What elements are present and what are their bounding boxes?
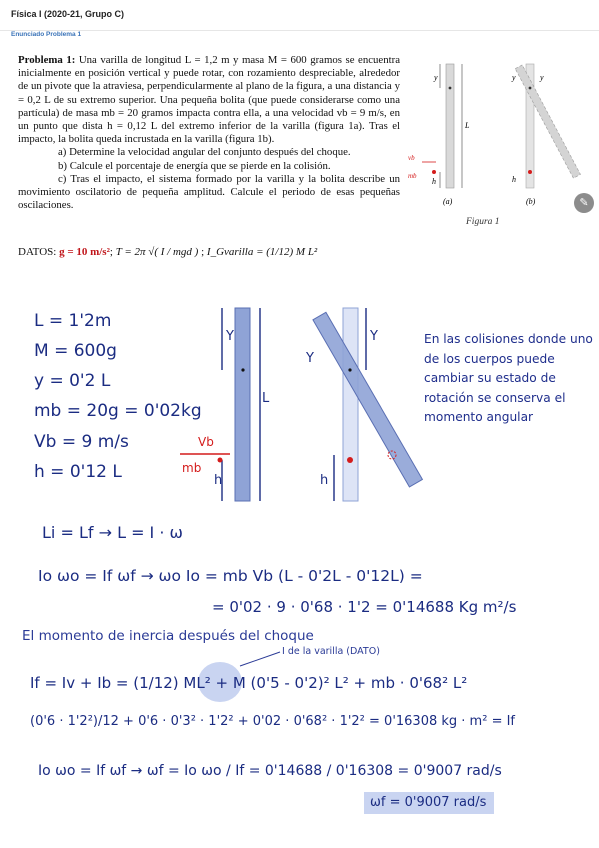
question-a: a) Determine la velocidad angular del conjunto después del choque. xyxy=(58,146,351,159)
given-mb: mb = 20g = 0'02kg xyxy=(34,401,202,421)
datos-g: g = 10 m/s² xyxy=(59,246,110,258)
sketch-rod-b-rotated xyxy=(313,312,422,487)
fig-h-a: h xyxy=(432,177,436,186)
annotation-varilla: I de la varilla (DATO) xyxy=(282,646,380,657)
fig-label-b: (b) xyxy=(526,197,536,206)
sketch-y-b2: Y xyxy=(306,351,314,366)
given-L: L = 1'2m xyxy=(34,311,112,331)
pencil-edit-icon[interactable]: ✎ xyxy=(574,193,594,213)
problem-body: Una varilla de longitud L = 1,2 m y masa M = 600 gramos se encuentra inicialmente en posición vertical y puede rotar, con rozamiento despreciable, alrededor de un pivote que la atraviesa, perpendicularmente al plano de la figura, a una distancia y = 0,2 L de su extremo superior. Una pequeña bolita (que puede considerarse como una partícula) de masa mb = 20 gramos impacta contra ella, a una velocidad vb = 9 m/s, en un punto que dista h = 0,12 L del extremo inferior de la varilla (figura 1a). Tras el impacto, la bolita queda incrustada en la varilla (figura 1b). xyxy=(18,54,400,146)
given-y: y = 0'2 L xyxy=(34,371,111,391)
course-title: Física I (2020-21, Grupo C) xyxy=(11,9,125,19)
section-link[interactable]: Enunciado Problema 1 xyxy=(11,31,82,38)
sketch-rod-a xyxy=(235,308,250,501)
question-b: b) Calcule el porcentaje de energía que se pierde en la colisión. xyxy=(58,159,331,172)
fig-y-b2: y xyxy=(540,73,544,82)
sketch-y-a: Y xyxy=(226,329,234,344)
sketch-rod-b-vertical xyxy=(343,308,358,501)
question-c: c) Tras el impacto, el sistema formado por la varilla y la bolita describe un movimiento oscilatorio de pequeña amplitud. Calcule el periodo de esas pequeñas oscilaciones. xyxy=(18,172,400,212)
eq-initial-result: = 0'02 · 9 · 0'68 · 1'2 = 0'14688 Kg m²/s xyxy=(212,598,517,616)
problem-title: Problema 1: xyxy=(18,54,76,66)
given-h: h = 0'12 L xyxy=(34,462,122,482)
datos-line: DATOS: g = 10 m/s²; T = 2π √( I / mgd ) ; I_Gvarilla = (1/12) M L² xyxy=(18,246,318,258)
eq-inertia-numeric: (0'6 · 1'2²)/12 + 0'6 · 0'3² · 1'2² + 0'02 · 0'68² · 1'2² = 0'16308 kg · m² = If xyxy=(30,714,515,729)
sketch-vb: Vb xyxy=(198,435,214,449)
sketch-y-b: Y xyxy=(370,329,378,344)
fig-y-a: y xyxy=(434,73,438,82)
fig-vb: vb xyxy=(408,154,415,162)
eq-inertia: If = Iv + Ib = (1/12) ML² + M (0'5 - 0'2)² L² + mb · 0'68² L² xyxy=(30,674,468,692)
datos-inertia: I_Gvarilla = (1/12) M L² xyxy=(206,246,318,258)
sketch-mb: mb xyxy=(182,461,202,475)
fig-label-a: (a) xyxy=(443,197,453,206)
collision-note: En las colisiones donde uno de los cuerpos puede cambiar su estado de rotación se conserva el momento angular xyxy=(424,332,593,424)
fig-L: L xyxy=(465,121,470,130)
sketch-h-b: h xyxy=(320,473,329,488)
datos-period: T = 2π √( I / mgd ) xyxy=(115,246,199,258)
eq-final-omega: Io ωo = If ωf → ωf = Io ωo / If = 0'14688 / 0'16308 = 0'9007 rad/s xyxy=(38,763,502,779)
datos-label: DATOS: xyxy=(18,246,57,258)
given-M: M = 600g xyxy=(34,341,117,361)
sketch-h-a: h xyxy=(214,473,223,488)
fig-y-b: y xyxy=(512,73,516,82)
inertia-heading: El momento de inercia después del choque xyxy=(22,628,314,644)
result-text: ωf = 0'9007 rad/s xyxy=(370,795,487,810)
eq-angular-momentum: Li = Lf → L = I · ω xyxy=(42,523,183,542)
eq-conservation: Io ωo = If ωf → ωo Io = mb Vb (L - 0'2L - 0'12L) = xyxy=(38,567,423,585)
given-vb: Vb = 9 m/s xyxy=(34,432,129,452)
fig-h-b: h xyxy=(512,175,516,184)
sketch-L: L xyxy=(262,391,270,406)
fig-mb: mb xyxy=(408,172,417,180)
figure-caption: Figura 1 xyxy=(466,217,500,227)
result-box xyxy=(364,792,494,814)
